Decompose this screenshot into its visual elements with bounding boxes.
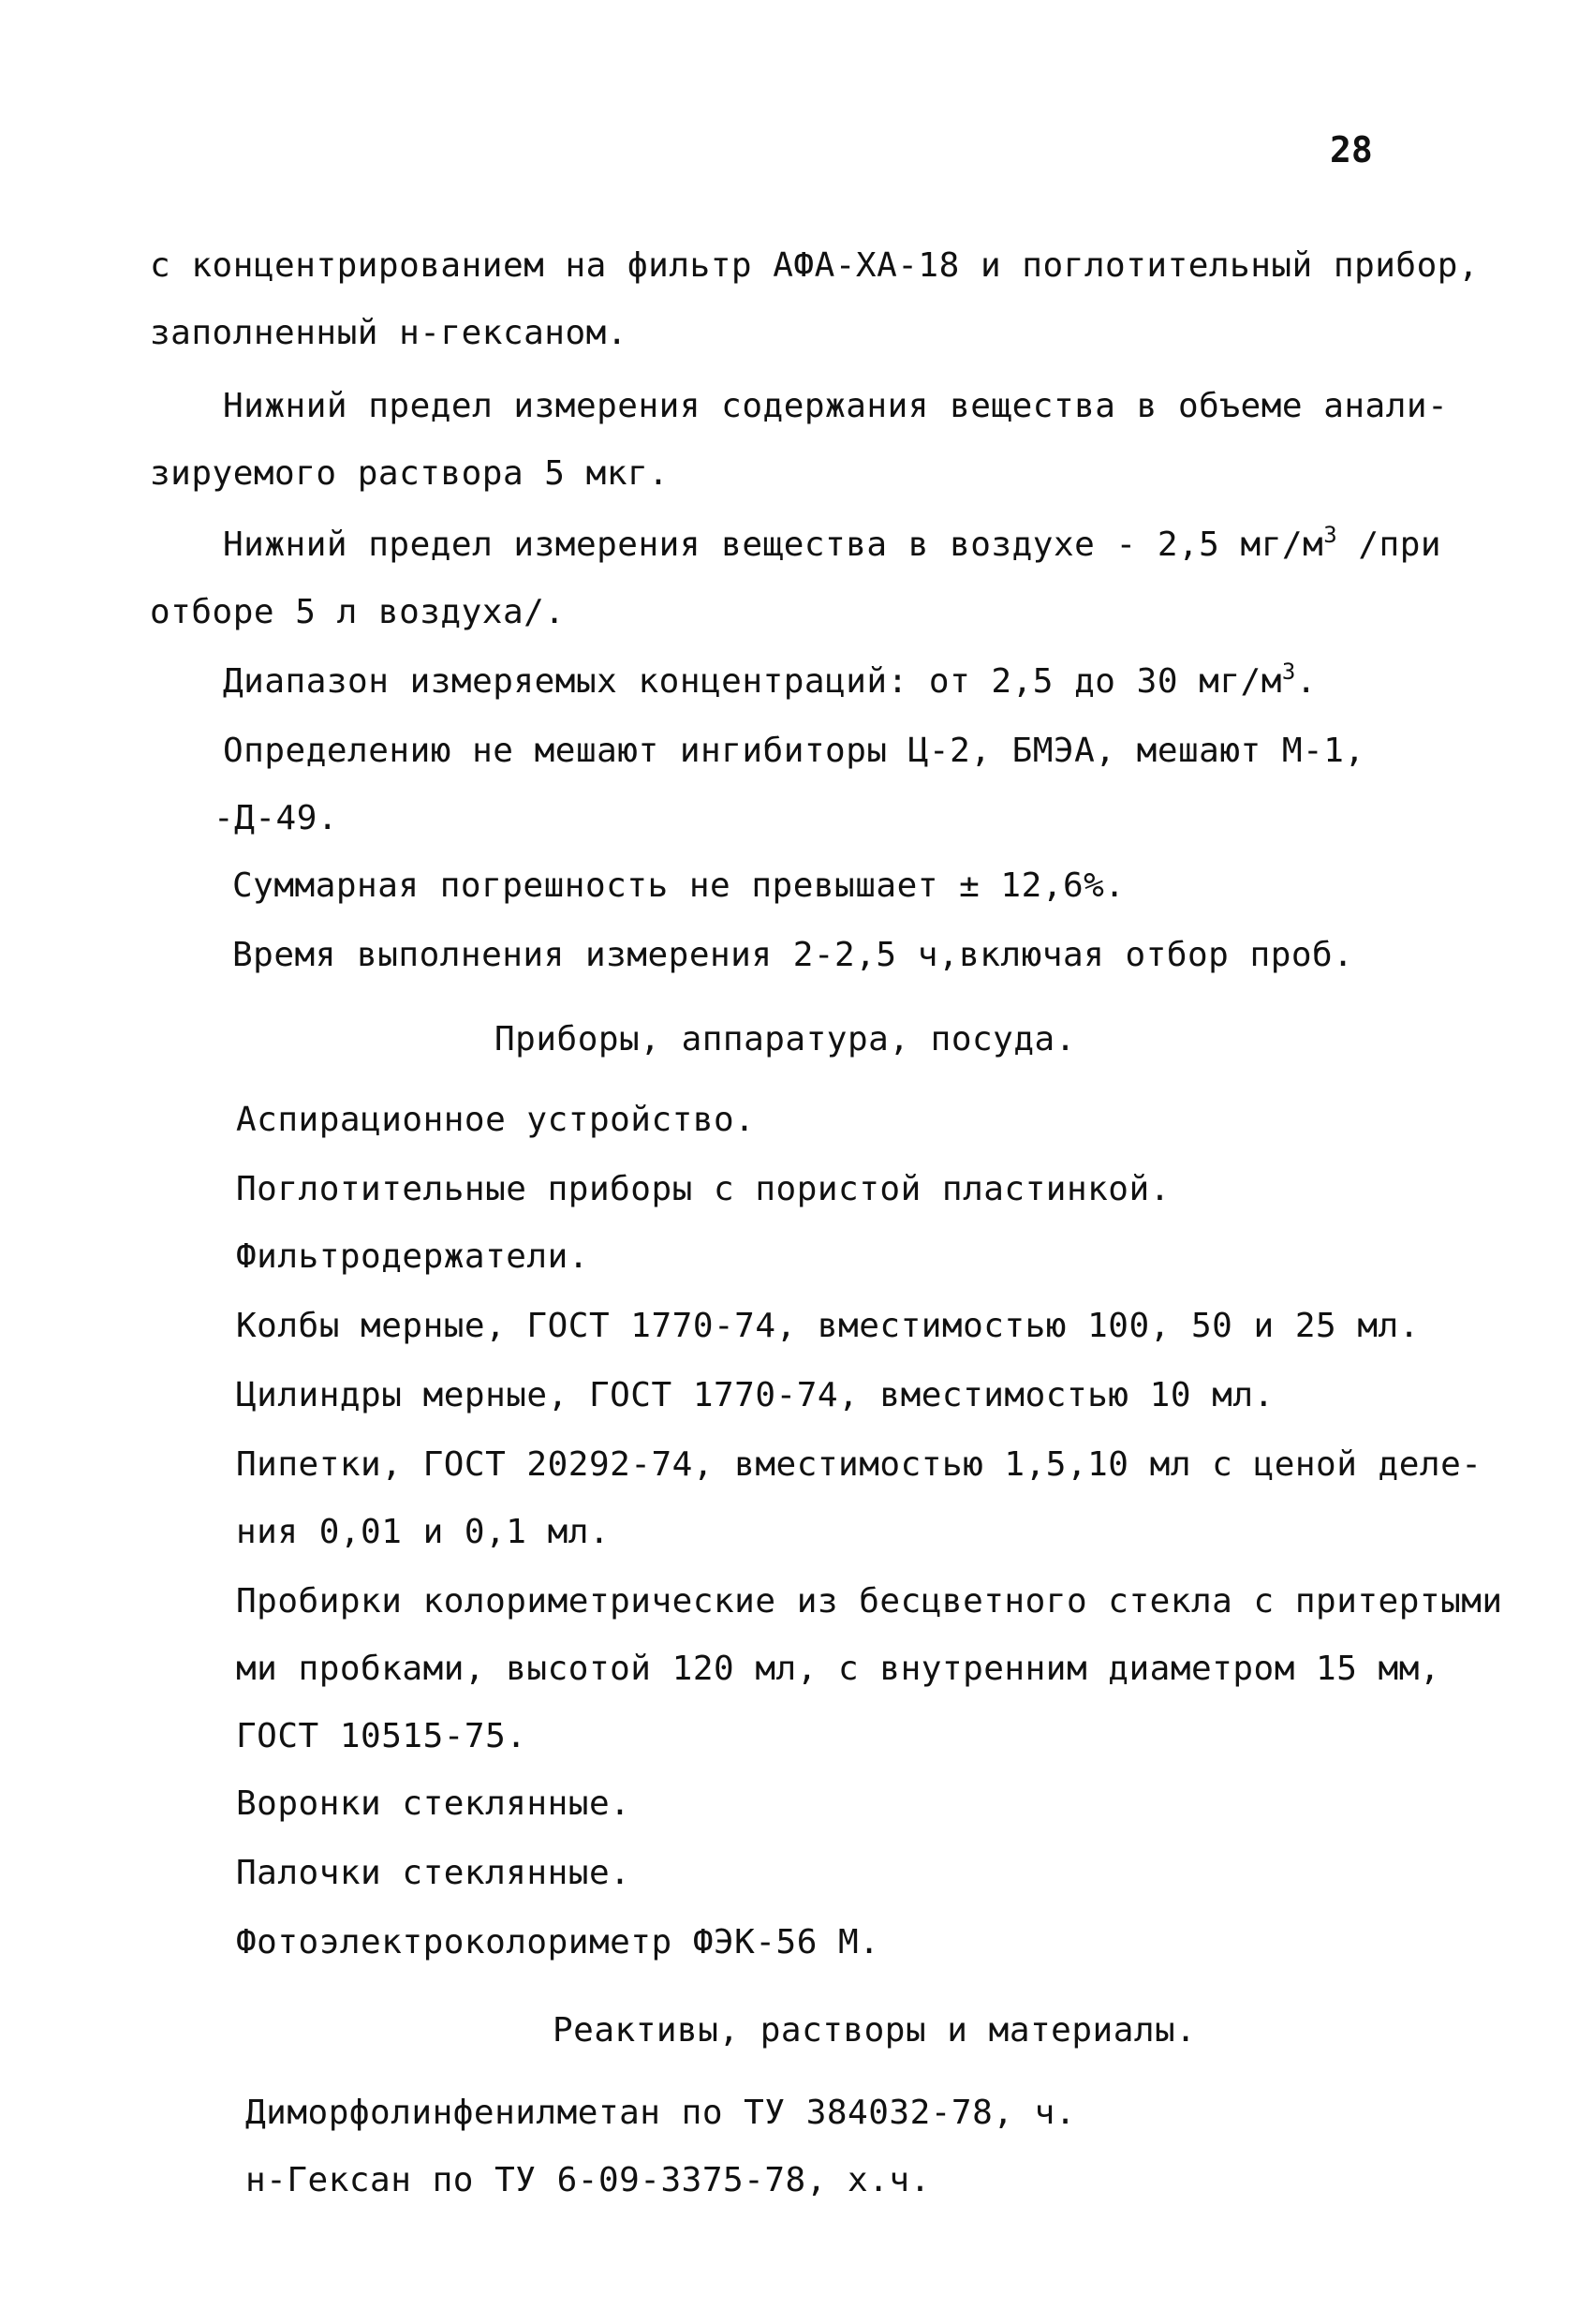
paragraph-line: Время выполнения измерения 2-2,5 ч,включая отбор проб. [232, 936, 1354, 974]
text-span: Диапазон измеряемых концентраций: от 2,5 до 30 мг/м [223, 662, 1282, 701]
list-item: ГОСТ 10515-75. [236, 1717, 527, 1755]
paragraph-line: Нижний предел измерения содержания вещества в объеме анали- [223, 387, 1449, 425]
paragraph-line: Определению не мешают ингибиторы Ц-2, БМЭА, мешают М-1, [223, 732, 1365, 770]
section-heading: Реактивы, растворы и материалы. [553, 2011, 1197, 2050]
list-item: н-Гексан по ТУ 6-09-3375-78, х.ч. [245, 2161, 931, 2199]
list-item: Фильтродержатели. [236, 1237, 589, 1276]
paragraph-line: зируемого раствора 5 мкг. [150, 454, 670, 493]
paragraph-line [223, 661, 1317, 703]
list-item: ми пробками, высотой 120 мл, с внутренним диаметром 15 мм, [236, 1650, 1441, 1688]
list-item: Воронки стеклянные. [236, 1784, 631, 1823]
superscript: 3 [1323, 522, 1338, 548]
text-span: . [1295, 662, 1318, 701]
paragraph-line [223, 522, 1442, 566]
text-span: /при [1337, 525, 1442, 564]
section-heading: Приборы, аппаратура, посуда. [494, 1020, 1076, 1058]
paragraph-line: Суммарная погрешность не превышает ± 12,6%. [232, 866, 1126, 905]
superscript: 3 [1281, 659, 1296, 685]
paragraph-line: отборе 5 л воздуха/. [150, 593, 566, 631]
paragraph-line: заполненный н-гексаном. [150, 314, 627, 352]
paragraph-line: с концентрированием на фильтр АФА-ХА-18 и поглотительный прибор, [150, 246, 1480, 285]
list-item: Цилиндры мерные, ГОСТ 1770-74, вместимостью 10 мл. [236, 1376, 1275, 1414]
paragraph-line: -Д-49. [214, 799, 339, 837]
list-item: Палочки стеклянные. [236, 1854, 631, 1892]
list-item: Пробирки колориметрические из бесцветного стекла с притертыми [236, 1582, 1503, 1621]
list-item: Колбы мерные, ГОСТ 1770-74, вместимостью 100, 50 и 25 мл. [236, 1307, 1420, 1345]
list-item: Аспирационное устройство. [236, 1101, 756, 1139]
list-item: ния 0,01 и 0,1 мл. [236, 1513, 611, 1551]
list-item: Поглотительные приборы с пористой пластинкой. [236, 1170, 1171, 1208]
text-span: Нижний предел измерения вещества в воздухе - 2,5 мг/м [223, 525, 1324, 564]
page-number: 28 [1330, 129, 1373, 170]
list-item: Диморфолинфенилметан по ТУ 384032-78, ч. [245, 2094, 1076, 2132]
list-item: Фотоэлектроколориметр ФЭК-56 М. [236, 1923, 880, 1961]
list-item: Пипетки, ГОСТ 20292-74, вместимостью 1,5,10 мл с ценой деле- [236, 1445, 1482, 1484]
